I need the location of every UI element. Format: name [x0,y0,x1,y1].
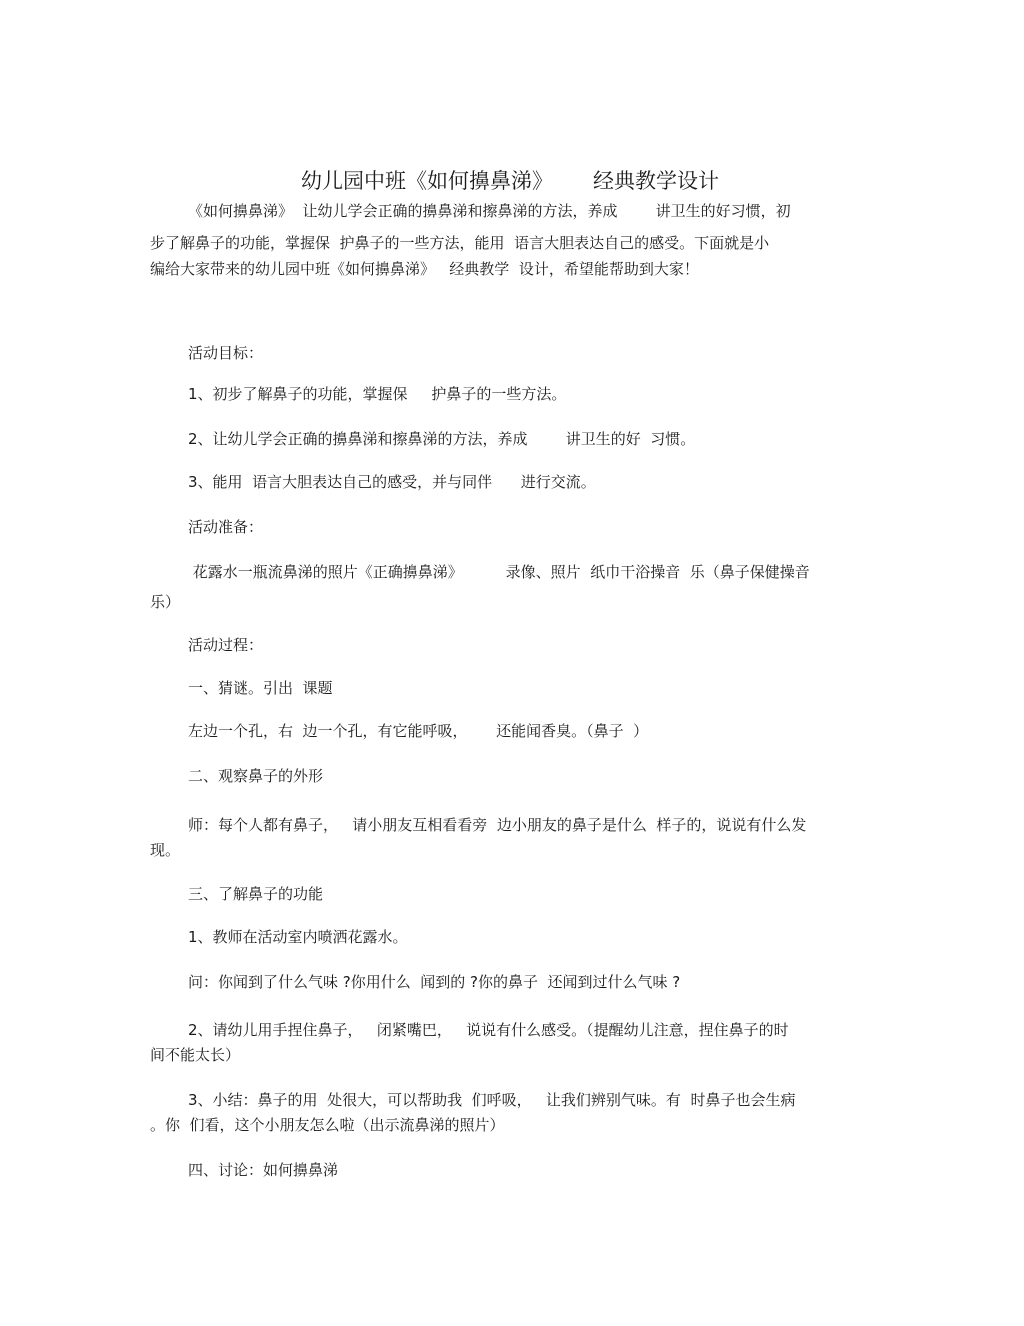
section-3-item-2-line-1: 2、请幼儿用手捏住鼻子， 闭紧嘴巴， 说说有什么感受。（提醒幼儿注意，捏住鼻子的时 [188,1021,789,1039]
section-3-question: 问：你闻到了什么气味 ?你用什么 闻到的 ?你的鼻子 还闻到过什么气味 ? [188,973,681,991]
section-2-text-line-2: 现。 [150,841,181,859]
section-2-heading: 二、观察鼻子的外形 [188,767,324,785]
goals-heading: 活动目标： [188,344,264,362]
goal-item-3: 3、能用 语言大胆表达自己的感受，并与同伴 进行交流。 [188,473,596,491]
intro-line-1: 《如何擤鼻涕》 让幼儿学会正确的擤鼻涕和擦鼻涕的方法，养成 讲卫生的好习惯，初 [188,202,791,220]
section-3-item-1: 1、教师在活动室内喷洒花露水。 [188,928,408,946]
section-1-heading: 一、猜谜。引出 课题 [188,679,333,697]
goal-item-1: 1、初步了解鼻子的功能，掌握保 护鼻子的一些方法。 [188,385,567,403]
section-4-heading: 四、讨论：如何擤鼻涕 [188,1161,339,1179]
prep-line-1: 花露水一瓶流鼻涕的照片《正确擤鼻涕》 录像、照片 纸巾干浴操音 乐（鼻子保健操音 [188,563,810,581]
goal-item-2: 2、让幼儿学会正确的擤鼻涕和擦鼻涕的方法，养成 讲卫生的好 习惯。 [188,430,696,448]
intro-line-3: 编给大家带来的幼儿园中班《如何擤鼻涕》 经典教学 设计，希望能帮助到大家！ [150,260,699,278]
intro-line-2: 步了解鼻子的功能，掌握保 护鼻子的一些方法，能用 语言大胆表达自己的感受。下面就是小 [150,234,770,252]
section-2-text-line-1: 师：每个人都有鼻子， 请小朋友互相看看旁 边小朋友的鼻子是什么 样子的，说说有什么发 [188,816,807,834]
section-3-item-3-line-1: 3、小结：鼻子的用 处很大，可以帮助我 们呼吸， 让我们辨别气味。有 时鼻子也会生病 [188,1091,796,1109]
document-title: 幼儿园中班《如何擤鼻涕》 经典教学设计 [300,169,720,193]
prep-heading: 活动准备： [188,518,264,536]
section-3-item-2-line-2: 间不能太长） [150,1046,241,1064]
section-3-item-3-line-2: 。你 们看，这个小朋友怎么啦（出示流鼻涕的照片） [150,1116,505,1134]
section-3-heading: 三、了解鼻子的功能 [188,885,324,903]
prep-line-2: 乐） [150,593,181,611]
process-heading: 活动过程： [188,636,264,654]
section-1-text: 左边一个孔，右 边一个孔，有它能呼吸， 还能闻香臭。（鼻子 ） [188,722,649,740]
